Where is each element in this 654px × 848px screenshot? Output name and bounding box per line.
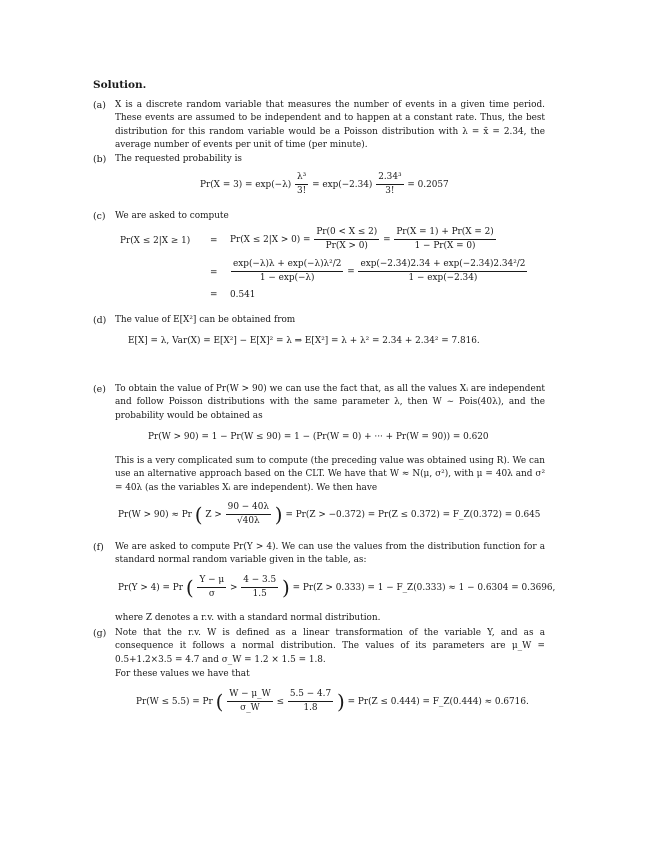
part-b-formula: [200, 172, 449, 197]
part-g-frac1: [227, 689, 273, 714]
part-c-line1-mid: =: [383, 235, 391, 245]
part-c-eq3: =: [210, 290, 218, 300]
part-e-f2-z: Z >: [205, 510, 222, 520]
part-c-eq1: =: [210, 236, 218, 246]
part-b-frac2-den: 3!: [385, 186, 395, 196]
part-d-formula: E[X] = λ, Var(X) = E[X²] − E[X]² = λ ⇒ E[X²] = λ + λ² = 2.34 + 2.34² = 7.816.: [128, 336, 480, 346]
left-paren-icon: (: [215, 689, 224, 714]
part-c-line1: [230, 227, 497, 252]
part-f-frac1: [197, 575, 226, 600]
part-e-text2: This is a very complicated sum to compute (the preceding value was obtained using R). We can use an alternative approach based on the CLT. We have that W ≈ N(μ, σ²), with μ = 40λ and σ² = 40λ (as the variables Xᵢ are independent). We then have: [115, 456, 545, 493]
part-g-frac1-num: W − μ_W: [227, 689, 273, 702]
part-c-line2-mid: =: [347, 267, 355, 277]
solution-heading: Solution.: [93, 79, 147, 91]
part-f-frac2: [241, 575, 278, 600]
part-g-frac2-num: 5.5 − 4.7: [288, 689, 333, 702]
part-b-lhs: Pr(X = 3) = exp(−λ): [200, 180, 292, 190]
part-e-formula1: Pr(W > 90) = 1 − Pr(W ≤ 90) = 1 − (Pr(W = 0) + ··· + Pr(W = 90)) = 0.620: [148, 432, 489, 442]
part-f-label: (f): [93, 542, 104, 553]
part-e-f2-frac: [226, 502, 271, 527]
part-b-label: (b): [93, 154, 107, 165]
part-c-line1-frac1-num: Pr(0 < X ≤ 2): [314, 227, 379, 240]
part-f-lhs: Pr(Y > 4) = Pr: [118, 583, 184, 593]
part-g-formula: [136, 689, 529, 714]
part-g-lhs: Pr(W ≤ 5.5) = Pr: [136, 697, 213, 707]
part-c-line2-frac1-num: exp(−λ)λ + exp(−λ)λ²/2: [231, 259, 343, 272]
part-f-formula: [118, 575, 555, 600]
part-c-line1-frac1: [314, 227, 379, 252]
right-paren-icon: ): [274, 502, 283, 527]
part-g-text1: Note that the r.v. W is defined as a linear transformation of the variable Y, and as a consequence it follows a normal distribution. The values of its parameters are μ_W = 0.5+1.2×3.5 = 4.7 and σ_W = 1.2 × 1.5 = 1.8.: [115, 628, 545, 665]
part-e-label: (e): [93, 384, 106, 395]
part-f-frac1-num: Y − μ: [197, 575, 226, 588]
part-c-line2-frac2: [358, 259, 527, 284]
part-e-formula2: [118, 502, 540, 527]
part-c-line1-frac2-num: Pr(X = 1) + Pr(X = 2): [394, 227, 495, 240]
part-c-result: 0.541: [230, 290, 256, 300]
part-c-line1-frac2-den: 1 − Pr(X = 0): [414, 241, 476, 251]
part-c-text: We are asked to compute: [115, 211, 229, 221]
part-c-line2-frac2-den: 1 − exp(−2.34): [408, 273, 478, 283]
part-c-label: (c): [93, 211, 106, 222]
part-c-line1-frac1-den: Pr(X > 0): [325, 241, 368, 251]
part-b-frac1-den: 3!: [297, 186, 307, 196]
part-b-frac2: [376, 172, 403, 197]
left-paren-icon: (: [185, 575, 194, 600]
part-e-f2-num: 90 − 40λ: [226, 502, 271, 515]
left-paren-icon: (: [194, 502, 203, 527]
part-b-text: The requested probability is: [115, 154, 242, 164]
part-f-text1: We are asked to compute Pr(Y > 4). We can use the values from the distribution function for a standard normal random variable given in the table, as:: [115, 542, 545, 566]
part-f-text2: where Z denotes a r.v. with a standard normal distribution.: [115, 613, 381, 623]
part-c-line1-frac2: [394, 227, 495, 252]
part-d-label: (d): [93, 315, 107, 326]
right-paren-icon: ): [281, 575, 290, 600]
part-f-frac2-den: 1.5: [252, 589, 267, 599]
part-f-frac1-den: σ: [208, 589, 215, 599]
part-c-line2: [230, 259, 528, 284]
part-g-frac2-den: 1.8: [303, 703, 318, 713]
part-a-label: (a): [93, 100, 106, 111]
part-e-f2-den: √40λ: [237, 516, 260, 526]
part-b-frac2-num: 2.34³: [376, 172, 403, 185]
part-b-frac1: [295, 172, 308, 197]
part-c-line2-frac1-den: 1 − exp(−λ): [259, 273, 315, 283]
part-e-f2-lhs: Pr(W > 90) ≈ Pr: [118, 510, 192, 520]
part-e-text1: To obtain the value of Pr(W > 90) we can use the fact that, as all the values Xᵢ are independent and follow Poisson distributions with the same parameter λ, then W ∼ Pois(40λ), and the probability would be obtained as: [115, 384, 545, 421]
part-g-rhs: = Pr(Z ≤ 0.444) = F_Z(0.444) ≈ 0.6716.: [347, 697, 529, 707]
right-paren-icon: ): [336, 689, 345, 714]
part-d-text: The value of E[X²] can be obtained from: [115, 315, 296, 325]
part-g-frac2: [288, 689, 333, 714]
part-c-line2-frac1: [231, 259, 343, 284]
part-c-eq2: =: [210, 268, 218, 278]
part-f-frac2-num: 4 − 3.5: [241, 575, 278, 588]
part-e-f2-rhs: = Pr(Z > −0.372) = Pr(Z ≤ 0.372) = F_Z(0.372) = 0.645: [285, 510, 541, 520]
part-c-line1-lhs: Pr(X ≤ 2|X ≥ 1): [120, 236, 191, 246]
part-b-rhs: = 0.2057: [407, 180, 449, 190]
part-g-text2: For these values we have that: [115, 669, 250, 679]
part-f-rhs: = Pr(Z > 0.333) = 1 − F_Z(0.333) ≈ 1 − 0.6304 = 0.3696,: [292, 583, 556, 593]
part-g-label: (g): [93, 628, 107, 639]
part-b-mid: = exp(−2.34): [312, 180, 373, 190]
part-c-line1-a: Pr(X ≤ 2|X > 0) =: [230, 235, 311, 245]
part-g-frac1-den: σ_W: [240, 703, 260, 713]
part-a-text: X is a discrete random variable that measures the number of events in a given time period. These events are assumed to be independent and to happen at a constant rate. Thus, the best distribution for this random variable would be a Poisson distribution with λ = x̄ = 2.34, the average number of events per unit of time (per minute).: [115, 100, 545, 151]
part-f-gt: >: [230, 583, 238, 593]
part-b-frac1-num: λ³: [295, 172, 308, 185]
part-g-le: ≤: [276, 697, 285, 707]
part-c-line2-frac2-num: exp(−2.34)2.34 + exp(−2.34)2.34²/2: [358, 259, 527, 272]
